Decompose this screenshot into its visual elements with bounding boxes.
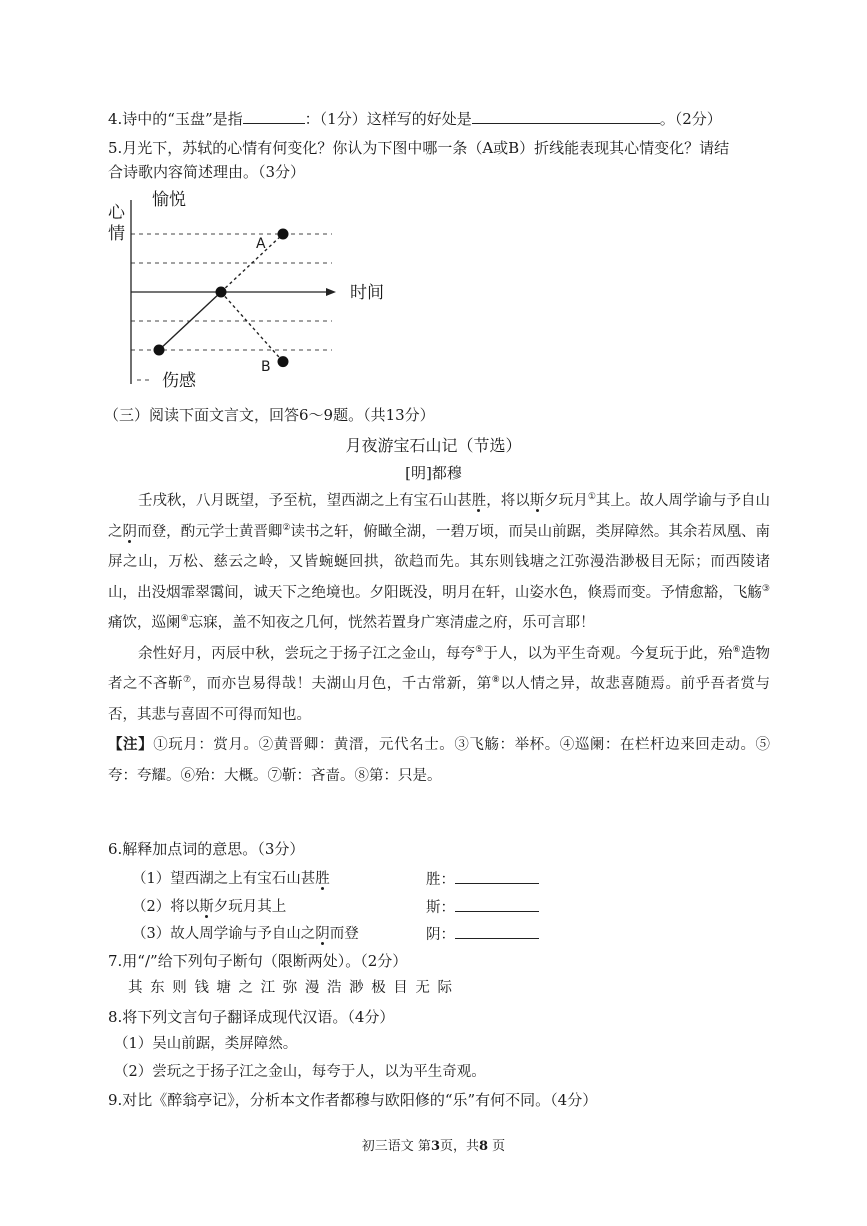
footer-total-pages: 8 [479, 1139, 489, 1154]
q6-answer-3 [426, 924, 539, 945]
chart-y-label-1: 心 [108, 203, 125, 223]
q6-item-1 [132, 869, 330, 889]
q4-blank-2[interactable] [472, 109, 660, 124]
footer-text-c: 页 [488, 1139, 506, 1154]
q7-stem: 7.用“/”给下列句子断句（限断两处）。（2分） [108, 952, 408, 970]
chart-y-label-2: 情 [108, 224, 125, 244]
passage-text: ，将以 [486, 493, 530, 509]
passage-text: 而登，酌元学士黄晋卿 [137, 523, 283, 540]
chart-gridlines [131, 234, 332, 380]
passage-text: ，而亦岂易得哉！夫湖山月色，千古常新，第 [191, 676, 492, 692]
chart-line-b [221, 292, 283, 362]
passage-text: 壬戌秋，八月既望，予至杭，望西湖之上有宝石山甚 [138, 493, 472, 509]
passage-text: 造物者之不吝靳 [108, 645, 771, 692]
chart-point-b-label: B [261, 359, 271, 375]
chart-point-start [154, 345, 165, 356]
q6-item-2 [132, 897, 286, 917]
note-marker: ⑤ [475, 644, 484, 655]
note-marker: ② [282, 522, 291, 533]
passage-author: [明]都穆 [405, 464, 462, 482]
q8-stem: 8.将下列文言句子翻译成现代汉语。（4分） [108, 1008, 395, 1026]
footer-text-b: 页，共 [439, 1139, 479, 1154]
q6-item-1-pre: （1）望西湖之上有宝石山甚 [132, 871, 316, 887]
passage-text: 痛饮，巡阑 [108, 615, 181, 631]
passage-text: 其上。故人周学谕与予自山之 [108, 493, 771, 540]
q6-answer-3-blank[interactable] [455, 924, 539, 939]
q4-text-c: 。（2分） [659, 110, 722, 128]
chart-point-mid [216, 287, 227, 298]
q6-answer-3-label: 阴： [426, 927, 455, 943]
q6-answer-1 [426, 869, 539, 890]
q8-sentence-1: （1）吴山前踞，类屏障然。 [114, 1036, 298, 1052]
note-marker: ③ [761, 583, 770, 594]
passage-text: 以人情之异，故悲喜随焉。前乎吾者赏与否，其悲与喜固不可得而知也。 [108, 676, 770, 723]
q6-item-3-dotted-word: 阴 [315, 926, 330, 942]
dotted-word: 胜 [471, 493, 487, 509]
dotted-word: 斯 [529, 493, 545, 509]
passage-paragraph-1 [108, 486, 770, 639]
chart-point-a [278, 229, 289, 240]
question-4 [108, 109, 722, 129]
q4-text-b: ：（1分）这样写的好处是 [304, 110, 472, 128]
passage-text: 于人，以为平生奇观。今复玩于此，殆 [483, 645, 733, 662]
chart-x-label: 时间 [350, 283, 384, 303]
passage-text: 忘寐，盖不知夜之几何，恍然若置身广寒清虚之府，乐可言耶！ [188, 615, 595, 631]
q6-item-2-post: 夕玩月其上 [213, 899, 287, 915]
note-marker: ④ [180, 614, 189, 625]
q6-stem: 6.解释加点词的意思。（3分） [108, 840, 305, 858]
q6-item-2-pre: （2）将以 [132, 899, 200, 915]
q6-answer-2-label: 斯： [426, 900, 455, 916]
passage-text: 夕玩月 [544, 493, 588, 509]
page-footer [0, 1138, 867, 1156]
chart-series [154, 229, 289, 368]
chart-point-a-label: A [256, 236, 266, 252]
q4-text-a: 4.诗中的“玉盘”是指 [108, 110, 243, 128]
dotted-word: 阴 [122, 523, 138, 540]
q6-answer-1-label: 胜： [426, 872, 455, 888]
passage-title: 月夜游宝石山记（节选） [345, 436, 522, 455]
chart-point-b [278, 356, 289, 367]
chart-bottom-label: 伤感 [162, 371, 196, 391]
notes-label: 【注】 [108, 736, 154, 753]
q8-sentence-2: （2）尝玩之于扬子江之金山，每夸于人，以为平生奇观。 [114, 1064, 486, 1080]
note-marker: ⑧ [491, 675, 501, 686]
passage-text: 读书之轩，俯瞰全湖，一碧万顷，而吴山前踞，类屏障然。其余若凤凰、南屏之山，万松、慈云之岭，又皆蜿蜒回拱，欲趋而先。其东则钱塘之江弥漫浩渺极目无际；而西陵诸山，出没烟霏翠霭间，诚天下之绝境也。夕阳既没，明月在轩，山姿水色，倏焉而变。予情愈豁，飞觞 [108, 523, 771, 601]
note-marker: ⑦ [183, 675, 192, 686]
q6-item-3 [132, 924, 359, 944]
passage-paragraph-2 [108, 639, 770, 731]
q5-line-2: 合诗歌内容简述理由。（3分） [108, 163, 306, 181]
footer-page-number: 3 [430, 1139, 440, 1154]
note-marker: ① [587, 492, 596, 503]
q5-line-1: 5.月光下，苏轼的心情有何变化？你认为下图中哪一条（A或B）折线能表现其心情变化？请结 [108, 139, 730, 157]
mood-line-chart [100, 184, 384, 394]
passage-text: 余性好月，丙辰中秋，尝玩之于扬子江之金山，每夸 [138, 645, 476, 662]
q6-answer-2-blank[interactable] [455, 897, 539, 912]
classical-passage [108, 486, 770, 791]
chart-top-label: 愉悦 [152, 190, 186, 210]
footer-text-a: 初三语文 第 [361, 1139, 431, 1154]
q9-stem: 9.对比《醉翁亭记》，分析本文作者都穆与欧阳修的“乐”有何不同。（4分） [108, 1091, 598, 1109]
passage-notes [108, 730, 770, 791]
notes-text: ①玩月：赏月。②黄晋卿：黄溍，元代名士。③飞觞：举杯。④巡阑：在栏杆边来回走动。⑤夸：夸耀。⑥殆：大概。⑦靳：吝啬。⑧第：只是。 [108, 737, 771, 784]
x-axis-arrow [326, 288, 336, 296]
q6-item-1-dotted-word: 胜 [315, 871, 330, 887]
q6-answer-2 [426, 897, 539, 918]
section-3-heading: （三）阅读下面文言文，回答6～9题。（共13分） [104, 406, 435, 424]
note-marker: ⑥ [732, 644, 741, 655]
q6-answer-1-blank[interactable] [455, 869, 539, 884]
q6-item-2-dotted-word: 斯 [199, 899, 214, 915]
q4-blank-1[interactable] [243, 109, 305, 124]
q7-sentence: 其 东 则 钱 塘 之 江 弥 漫 浩 渺 极 目 无 际 [128, 980, 453, 996]
q6-item-3-pre: （3）故人周学谕与予自山之 [132, 926, 316, 942]
q6-item-3-post: 而登 [329, 926, 359, 942]
